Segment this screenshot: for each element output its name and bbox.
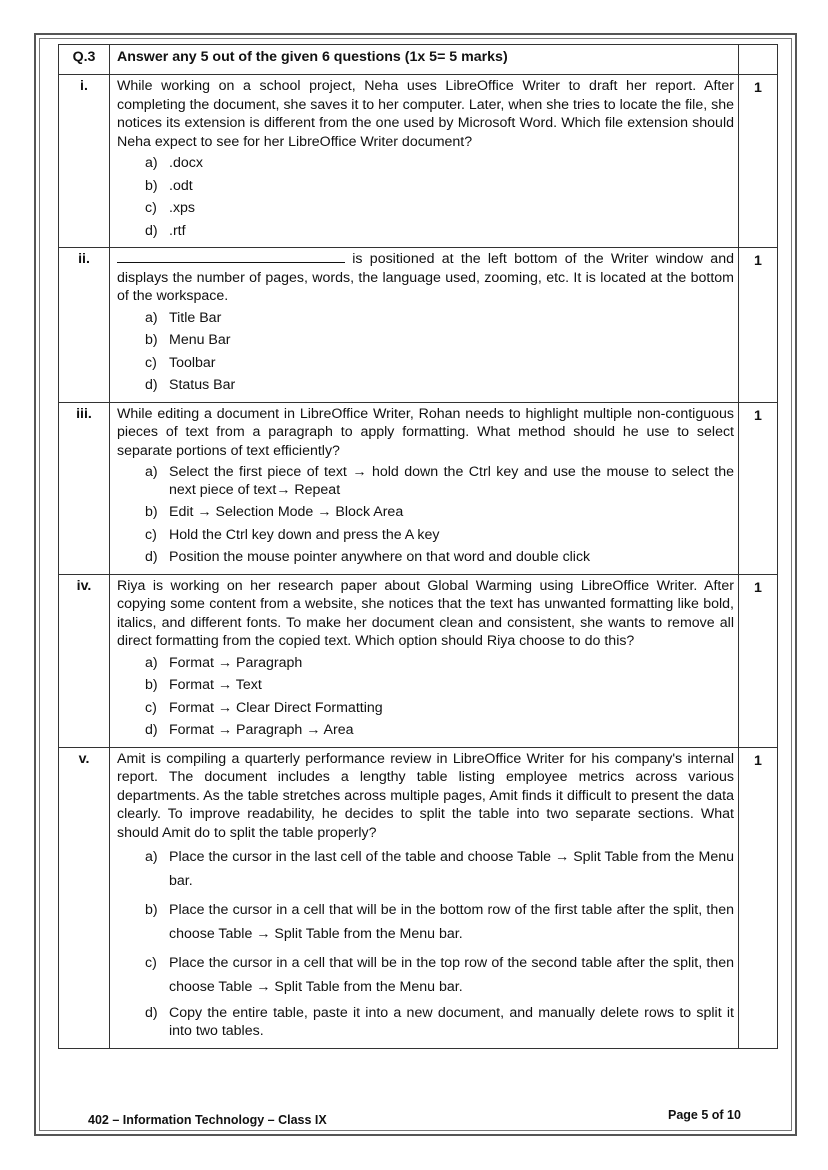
option-label: b) [145,902,158,918]
option-text: Place the cursor in the last cell of the table and choose Table → Split Table from the Menu bar. [169,849,734,889]
header-marks-cell [739,45,778,75]
option-text: .rtf [169,222,186,239]
question-text: Amit is compiling a quarterly performance review in LibreOffice Writer for his company's internal report. The document includes a lengthy table listing employee metrics across various departments. As the table stretches across multiple pages, Amit finds it difficult to present the data clearly. To improve readability, he decides to split the table into two separate sections. What should Amit do to split the table properly? [117,750,734,841]
option-label: d) [145,549,158,565]
option-text: Position the mouse pointer anywhere on that word and double click [169,549,591,565]
table-header-row [59,45,778,75]
option-b [145,675,734,698]
option-text: Place the cursor in a cell that will be in the bottom row of the first table after the split, then choose Table → Split Table from the Menu bar. [169,902,734,942]
option-c [145,198,734,221]
question-number: iv. [59,574,110,747]
question-row-2 [59,248,778,403]
question-row-5 [59,747,778,1049]
option-list [117,153,734,243]
option-d [145,547,734,570]
question-text: While editing a document in LibreOffice Writer, Rohan needs to highlight multiple non-contiguous pieces of text from a paragraph to apply formatting. What method should he use to select separate portions of text efficiently? [117,405,734,459]
question-marks: 1 [739,248,778,403]
question-body [110,747,739,1049]
option-b [145,897,734,950]
option-text: Select the first piece of text → hold down the Ctrl key and use the mouse to select the next piece of text→ Repeat [169,464,734,498]
option-d [145,720,734,743]
section-number: Q.3 [59,45,110,75]
option-b [145,176,734,199]
questions-table [58,44,778,1049]
question-row-3 [59,402,778,574]
option-label: b) [145,177,158,194]
option-a [145,653,734,676]
question-text: Riya is working on her research paper about Global Warming using LibreOffice Writer. After copying some content from a website, she notices that the text has unwanted formatting like bold, italics, and different fonts. To make her document clean and consistent, she wants to remove all direct formatting from the copied text. Which option should Riya choose to do this? [117,577,734,649]
option-d [145,1003,734,1044]
question-marks: 1 [739,574,778,747]
question-number: v. [59,747,110,1049]
option-list [117,308,734,398]
option-text: .docx [169,155,203,171]
option-c [145,353,734,376]
option-b [145,330,734,353]
option-text: Title Bar [169,309,222,326]
option-text: .xps [169,200,196,216]
option-a [145,844,734,897]
option-text: Edit → Selection Mode → Block Area [169,504,404,520]
option-text: .odt [169,177,193,194]
option-label: c) [145,354,157,371]
option-text: Place the cursor in a cell that will be in the top row of the second table after the split, then choose Table → Split Table from the Menu bar. [169,955,734,995]
option-label: a) [145,464,158,480]
footer-course: 402 – Information Technology – Class IX [88,1113,327,1127]
option-label: c) [145,955,157,971]
question-number: ii. [59,248,110,403]
option-text: Copy the entire table, paste it into a new document, and manually delete rows to split it into two tables. [169,1005,734,1039]
question-row-4 [59,574,778,747]
question-body [110,574,739,747]
question-text-wrap [117,250,734,306]
question-body [110,248,739,403]
section-instruction: Answer any 5 out of the given 6 questions (1x 5= 5 marks) [110,45,739,75]
question-marks: 1 [739,75,778,248]
option-text: Status Bar [169,377,236,393]
option-text: Format → Paragraph [169,654,303,671]
option-label: c) [145,200,157,216]
option-label: c) [145,526,157,543]
option-label: a) [145,654,158,671]
option-text: Format → Clear Direct Formatting [169,699,383,716]
option-d [145,221,734,244]
question-number: i. [59,75,110,248]
option-d [145,375,734,398]
option-label: a) [145,155,158,171]
question-text: While working on a school project, Neha uses LibreOffice Writer to draft her report. After completing the document, she saves it to her computer. Later, when she tries to locate the file, she notices its extension is different from the one used by Microsoft Word. Which file extension should Neha expect to see for her LibreOffice Writer document? [117,78,734,150]
option-label: d) [145,222,158,239]
option-text: Toolbar [169,354,216,371]
option-c [145,698,734,721]
option-label: a) [145,309,158,326]
fill-in-blank [117,250,345,263]
option-text: Hold the Ctrl key down and press the A key [169,526,440,543]
option-label: d) [145,1005,158,1021]
option-label: d) [145,722,158,738]
question-number: iii. [59,402,110,574]
option-a [145,462,734,502]
option-label: b) [145,332,158,348]
question-marks: 1 [739,402,778,574]
option-a [145,308,734,331]
option-list [117,653,734,743]
option-c [145,950,734,1003]
option-label: c) [145,699,157,716]
option-c [145,525,734,548]
option-label: b) [145,677,158,693]
question-row-1 [59,75,778,248]
option-text: Format → Text [169,677,262,693]
option-label: b) [145,504,158,520]
footer-page-number: Page 5 of 10 [668,1108,741,1122]
question-marks: 1 [739,747,778,1049]
question-body [110,402,739,574]
option-label: a) [145,849,158,865]
option-label: d) [145,377,158,393]
option-b [145,502,734,525]
question-text: is positioned at the left bottom of the Writer window and displays the number of pages, words, the language used, zooming, etc. It is located at the bottom of the workspace. [117,251,734,304]
option-text: Menu Bar [169,332,231,348]
option-list [117,844,734,1044]
question-body [110,75,739,248]
option-list [117,462,734,570]
option-text: Format → Paragraph → Area [169,722,354,738]
option-a [145,153,734,176]
